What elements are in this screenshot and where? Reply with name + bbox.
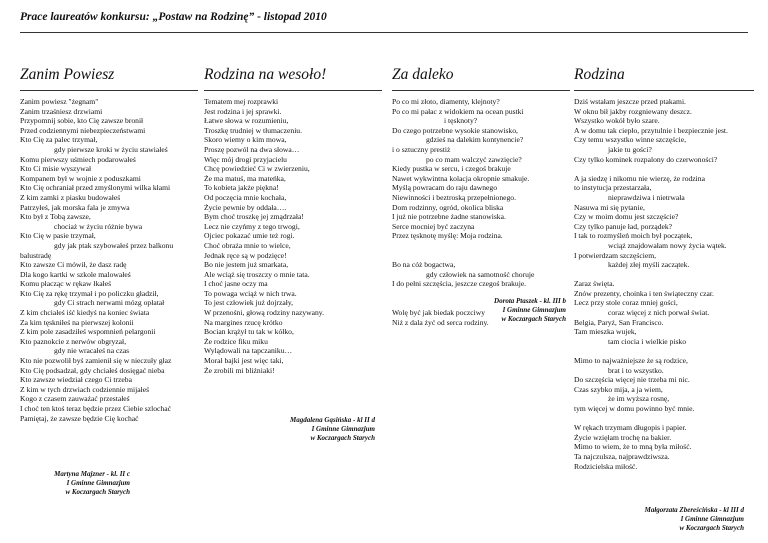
poem-line: I choć ten ktoś teraz będzie przez Ciebie szlochać	[20, 404, 171, 413]
poem-line: Kto nie pozwolił byś zamienił się w nieczuły głaz	[20, 356, 172, 366]
poem-signature	[290, 416, 375, 443]
poem-line: Ta najczulsza, najprawdziwsza.	[574, 451, 670, 461]
author-name: Magdalena Gąsińska - kl II d	[290, 416, 375, 424]
poem-column-1	[20, 36, 198, 536]
author-school: I Gminne Gimnazjum	[66, 479, 130, 487]
poem-line: I do pełni szczęścia, jeszcze czegoś brakuje.	[392, 279, 527, 289]
poem-line: Zanim trzaśniesz drzwiami	[20, 106, 103, 116]
poem-line: W oknu bił jakby rozgniewany deszcz.	[574, 106, 692, 116]
poem-line: I choć jasne oczy ma	[204, 279, 268, 289]
poem-body	[574, 97, 754, 471]
poem-line: Że rodzice fiku miku	[204, 336, 268, 346]
poem-line: Kogo z czasem zauważać przestałeś	[20, 394, 130, 404]
poem-column-3	[392, 36, 570, 536]
poem-body	[20, 97, 198, 423]
poem-line: Bym choć troszkę jej zmądrzała!	[204, 212, 304, 222]
stanza-gap	[574, 346, 754, 356]
poem-line: Bocian krążył tu tak w kółko,	[204, 327, 294, 337]
poem-line: Jednak ręce są w podzięce!	[204, 250, 287, 260]
poem-line: Kto paznokcie z nerwów obgryzał,	[20, 336, 127, 346]
poem-line: Kto Cię ochraniał przed zmyślonymi wilka kłami	[20, 183, 171, 193]
poem-line: I już nie potrzebne żadne stanowiska.	[392, 212, 506, 222]
poem-line: Łatwe słowa w rozumieniu,	[204, 116, 289, 126]
author-school: I Gminne Gimnazjum	[680, 515, 744, 523]
poem-line: Kiedy pustka w sercu, i czegoś brakuje	[392, 164, 511, 174]
author-name: Dorota Ptaszek - kl. III b	[494, 297, 566, 305]
poem-line: Kto Ci misie wyszywał	[20, 164, 92, 174]
poem-line: gdy człowiek na samotność choruje	[426, 269, 535, 279]
poem-body	[392, 97, 570, 327]
poem-line: chociaż w życiu różnie bywa	[54, 221, 143, 231]
poem-line: Kto zawsze wiedział czego Ci trzeba	[20, 375, 132, 385]
author-school: w Koczargach Starych	[310, 434, 375, 442]
poem-signature	[494, 297, 566, 324]
poem-title: Rodzina na wesoło!	[204, 66, 382, 91]
poem-line: Tematem mej rozprawki	[204, 97, 279, 106]
stanza-gap	[574, 414, 754, 424]
poem-line: Bo nie jestem już smarkata,	[204, 260, 289, 270]
stanza-gap	[392, 251, 570, 261]
poem-line: Po co mi złoto, diamenty, klejnoty?	[392, 97, 500, 106]
poem-line: Kto Cię za rękę trzymał i po policzku gładził,	[20, 288, 159, 298]
poem-line: coraz więcej z nich porwał świat.	[608, 308, 710, 318]
poem-line: gdy nie wracałeś na czas	[54, 346, 130, 356]
author-school: w Koczargach Starych	[65, 488, 130, 496]
poem-line: Wylądowali na tapczaniku…	[204, 346, 293, 356]
poem-line: Pamiętaj, że zawsze będzie Cię kochać	[20, 413, 139, 423]
poem-line: Nawet wykwintna kolacja okropnie smakuje.	[392, 173, 530, 183]
stanza-gap	[392, 241, 570, 251]
poem-line: W rękach trzymam długopis i papier.	[574, 423, 687, 433]
poem-line: To kobieta jakże piękna!	[204, 183, 279, 193]
poem-line: i tęsknoty?	[444, 116, 478, 126]
poem-line: Od poczęcia mnie kochała,	[204, 192, 287, 202]
poem-line: Serce mocniej być zaczyna	[392, 221, 475, 231]
poem-line: Czy tylko kominek rozpalony do czerwoności?	[574, 154, 718, 164]
poem-line: Zaraz święta.	[574, 279, 615, 289]
poem-line: Proszę pozwól na dwa słowa…	[204, 144, 300, 154]
poem-line: Myślą powracam do raju dawnego	[392, 183, 498, 193]
poem-line: nieprawdziwa i nietrwała	[608, 192, 685, 202]
poem-line: Kto był z Tobą zawsze,	[20, 212, 91, 222]
poem-line: tym więcej w domu powinno być mnie.	[574, 404, 695, 413]
poem-line: Nasuwa mi się pytanie,	[574, 202, 645, 212]
poem-line: Dziś wstałam jeszcze przed ptakami.	[574, 97, 686, 106]
poem-line: Dom rodzinny, ogród, okolica bliska	[392, 202, 504, 212]
author-name: Małgorzata Zbereścińska - kl III d	[644, 506, 744, 514]
poem-line: To jest człowiek już dojrzały,	[204, 298, 294, 308]
poem-line: Kto Cię podsadzał, gdy chciałeś dosięgać nieba	[20, 365, 165, 375]
poem-line: A w domu tak ciepło, przytulnie i bezpiecznie jest.	[574, 125, 728, 135]
poem-line: gdy pierwsze kroki w życiu stawiałeś	[54, 144, 168, 154]
poem-line: Jest rodzina i jej sprawki.	[204, 106, 282, 116]
poem-line: Po co mi pałac z widokiem na ocean pustki	[392, 106, 524, 116]
poem-line: W przenośni, głową rodziny nazywany.	[204, 308, 324, 318]
poem-line: Ojciec pokazać umie też rogi.	[204, 231, 295, 241]
poem-line: jakie tu gości?	[608, 144, 652, 154]
poem-line: Troszkę trudniej w tłumaczeniu.	[204, 125, 302, 135]
poem-line: gdy jak ptak szybowałeś przez balkonu	[54, 240, 174, 250]
poem-line: Kto Cię za palec trzymał,	[20, 135, 98, 145]
stanza-gap	[574, 270, 754, 280]
poem-line: Przez tęsknotę myślę: Moja rodzina.	[392, 231, 503, 241]
poem-line: tam ciocia i wielkie pisko	[608, 336, 687, 346]
author-name: Martyna Majzner - kl. II c	[54, 470, 130, 478]
poem-line: Przed codziennymi niebezpieczeństwami	[20, 125, 146, 135]
poem-line: Rodzicielska miłość.	[574, 461, 638, 471]
poem-line: Ale wciąż się troszczy o mnie tata.	[204, 269, 310, 279]
poem-line: Więc mój drogi przyjacielu	[204, 154, 287, 164]
poem-line: Lecz nie czyńmy z tego trwogi,	[204, 221, 300, 231]
author-school: I Gminne Gimnazjum	[311, 425, 375, 433]
poem-line: to instytucja przestarzała,	[574, 183, 652, 193]
poem-line: Czy tylko panuje ład, porządek?	[574, 221, 673, 231]
poem-line: Komu płacząc w rękaw łkałeś	[20, 279, 112, 289]
poem-line: Za kim tęskniłeś na pierwszej kolonii	[20, 317, 134, 327]
poem-title: Za daleko	[392, 66, 570, 91]
poem-title: Rodzina	[574, 66, 754, 91]
poem-body	[204, 97, 382, 375]
poem-line: Wszystko wokół było szare.	[574, 116, 660, 126]
poem-line: Morał bajki jest więc taki,	[204, 356, 284, 366]
poem-line: Kompanem był w wojnie z poduszkami	[20, 173, 141, 183]
stanza-gap	[574, 164, 754, 174]
poem-line: Niewinności i beztroską przepełnionego.	[392, 192, 516, 202]
author-school: w Koczargach Starych	[501, 315, 566, 323]
poem-line: Kto zawsze Ci mówił, że dasz radę	[20, 260, 127, 270]
poem-line: Bo na cóż bogactwa,	[392, 260, 456, 270]
poem-line: Wolę być jak biedak poczciwy	[392, 308, 486, 318]
poem-line: Że ma matuś, ma mateńka,	[204, 173, 286, 183]
poem-line: Z kim pole zasadziłeś wspomnień pelargonii	[20, 327, 156, 337]
poem-line: balustradę	[20, 250, 52, 260]
header-divider	[20, 32, 748, 33]
poem-line: Do szczęścia więcej nie trzeba mi nic.	[574, 375, 690, 385]
poem-line: I tak to rozmyśleń moich był początek,	[574, 231, 693, 241]
poem-line: Lecz przy stole coraz mniej gości,	[574, 298, 678, 308]
poem-column-4	[574, 36, 754, 536]
poem-line: A ja siedzę i nikomu nie wierzę, że rodzina	[574, 173, 705, 183]
poem-line: i o sztuczny prestiż	[392, 144, 451, 154]
poem-line: To powaga wciąż w nich trwa.	[204, 288, 297, 298]
poem-line: Niż z dala żyć od serca rodziny.	[392, 317, 489, 327]
author-school: I Gminne Gimnazjum	[502, 306, 566, 314]
poem-line: Że zrobili mi bliźniaki!	[204, 365, 275, 375]
poem-line: Choć obraża mnie to wielce,	[204, 240, 291, 250]
poem-line: Komu pierwszy uśmiech podarowałeś	[20, 154, 136, 164]
poem-line: Na margines rzucę krótko	[204, 317, 283, 327]
poem-line: Chcę powiedzieć Ci w zwierzeniu,	[204, 164, 310, 174]
poem-line: Z kim chciałeś iść kiedyś na koniec świata	[20, 308, 150, 318]
poem-line: gdzieś na dalekim kontynencie?	[426, 135, 524, 145]
author-school: w Koczargach Starych	[679, 524, 744, 532]
poem-line: Życie pewnie by oddała….	[204, 202, 287, 212]
poem-line: Kto Cię w pasie trzymał,	[20, 231, 96, 241]
poem-line: Czy w moim domu jest szczęście?	[574, 212, 679, 222]
poem-line: Mimo to najważniejsze że są rodzice,	[574, 356, 688, 366]
poem-line: po co mam walczyć zawzięcie?	[426, 154, 522, 164]
poem-signature	[54, 470, 130, 497]
poem-line: że im wyższa rosnę,	[608, 394, 670, 404]
poem-line: Tam mieszka wujek,	[574, 327, 637, 337]
poem-line: Przypomnij sobie, kto Cię zawsze bronił	[20, 116, 144, 126]
poem-line: Dla kogo kartki w szkole malowałeś	[20, 269, 131, 279]
poem-line: I potwierdzam szczęściem,	[574, 250, 657, 260]
poem-line: Czy temu wszystko winne szczęście,	[574, 135, 686, 145]
poem-line: Z kim zamki z piasku budowałeś	[20, 192, 121, 202]
poem-column-2	[204, 36, 382, 536]
poem-line: Znów prezenty, choinka i ten świąteczny czar.	[574, 288, 714, 298]
poem-line: gdy Ci strach nerwami mózg opłatał	[54, 298, 165, 308]
poem-line: wciąż znajdowałam nowy życia wątek.	[608, 240, 727, 250]
poem-line: każdej złej myśli zaczątek.	[608, 260, 690, 270]
poem-line: brat i to wszystko.	[608, 365, 664, 375]
poem-title: Zanim Powiesz	[20, 66, 198, 91]
poem-line: Do czego potrzebne wysokie stanowisko,	[392, 125, 518, 135]
poem-line: Belgia, Paryż, San Francisco.	[574, 317, 664, 327]
page-header: Prace laureatów konkursu: „Postaw na Rodzinę” - listopad 2010	[20, 11, 327, 23]
poem-line: Skoro wiemy o kim mowa,	[204, 135, 287, 145]
poem-line: Zanim powiesz "żegnam"	[20, 97, 99, 106]
poem-line: Życie wzięłam trochę na bakier.	[574, 432, 672, 442]
poem-line: Mimo to wiem, że to mną była miłość.	[574, 442, 692, 452]
poem-line: Patrzyłeś, jak morska fala je zmywa	[20, 202, 130, 212]
poem-line: Czas szybko mija, a ja wiem,	[574, 384, 663, 394]
poem-signature	[645, 506, 744, 533]
poem-line: Z kim w tych drzwiach codziennie mijałeś	[20, 384, 150, 394]
